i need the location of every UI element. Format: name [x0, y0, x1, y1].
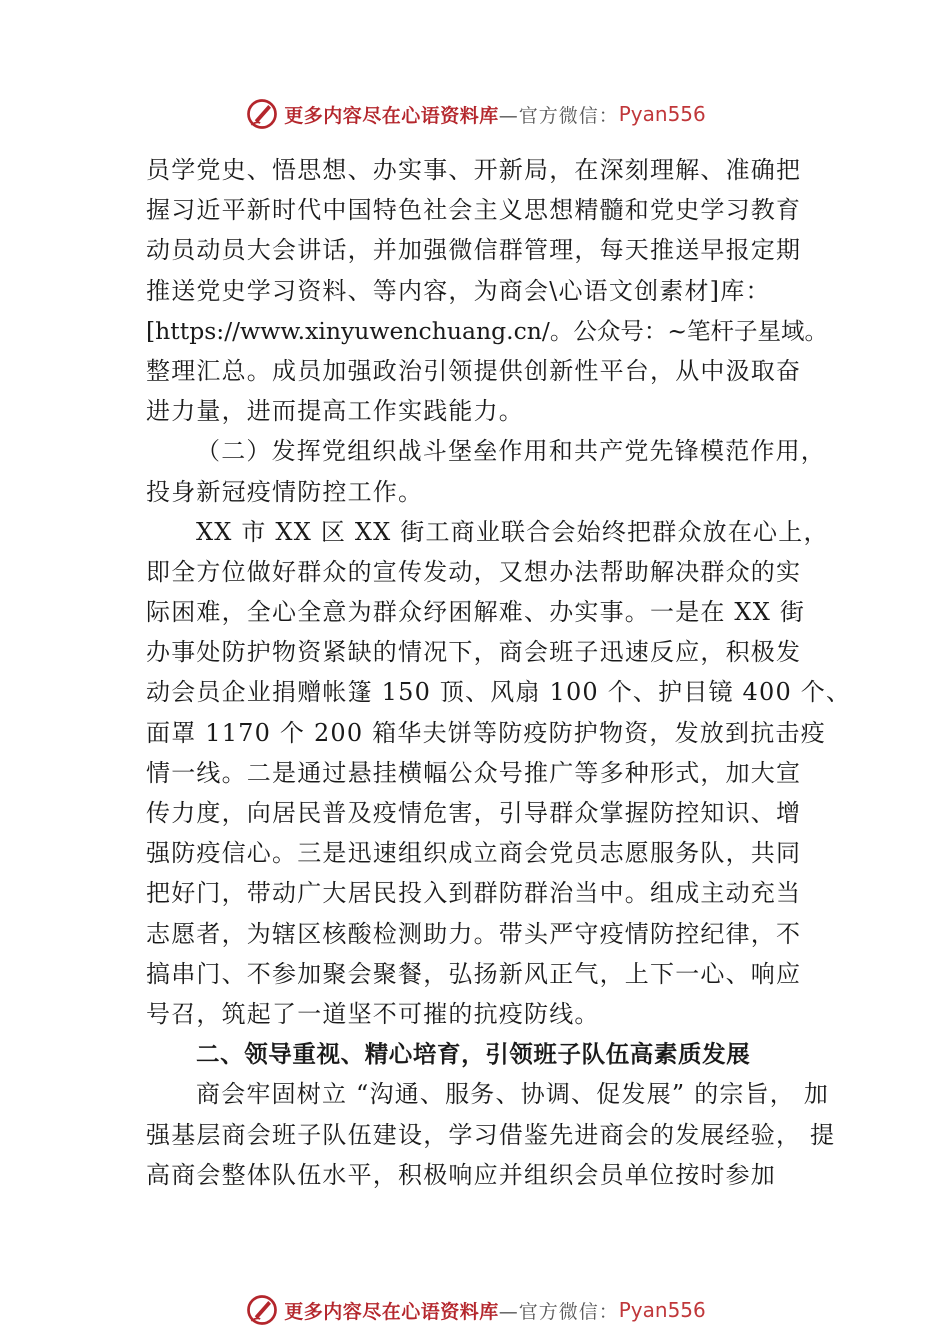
section-heading: 二、领导重视、精心培育，引领班子队伍高素质发展	[196, 1040, 751, 1069]
body-line: 办事处防护物资紧缺的情况下，商会班子迅速反应，积极发	[146, 638, 802, 667]
body-line: 投身新冠疫情防控工作。	[146, 477, 424, 506]
body-line: 动员动员大会讲话，并加强微信群管理，每天推送早报定期	[146, 236, 802, 265]
body-line: 员学党史、悟思想、办实事、开新局，在深刻理解、准确把	[146, 156, 802, 184]
body-line: 号召，筑起了一道坚不可摧的抗疫防线。	[146, 999, 600, 1028]
watermark-code: Pyan556	[618, 102, 706, 126]
seal-logo-icon	[244, 1292, 280, 1328]
body-line: 推送党史学习资料、等内容，为商会\心语文创素材]库：	[146, 276, 771, 305]
body-line: 整理汇总。成员加强政治引领提供创新性平台，从中汲取奋	[146, 356, 802, 385]
watermark-main-text: 更多内容尽在心语资料库	[284, 1300, 499, 1323]
body-line: 情一线。二是通过悬挂横幅公众号推广等多种形式，加大宣	[146, 758, 802, 787]
watermark-sub-text: —官方微信：	[498, 1300, 619, 1323]
watermark-code: Pyan556	[618, 1298, 706, 1322]
body-line: 传力度，向居民普及疫情危害，引导群众掌握防控知识、增	[146, 799, 802, 827]
header-watermark	[0, 94, 950, 134]
body-line: 面罩 1170 个 200 箱华夫饼等防疫防护物资，发放到抗击疫	[146, 718, 826, 747]
body-line: 把好门，带动广大居民投入到群防群治当中。组成主动充当	[146, 879, 802, 908]
body-line: 进力量，进而提高工作实践能力。	[146, 397, 524, 426]
body-line: [https://www.xinyuwenchuang.cn/。公众号：~笔杆子星域。	[146, 316, 829, 345]
body-line: 搞串门、不参加聚会聚餐，弘扬新风正气，上下一心、响应	[146, 959, 802, 988]
body-line: XX 市 XX 区 XX 街工商业联合会始终把群众放在心上，	[196, 517, 829, 546]
body-line: 即全方位做好群众的宣传发动，又想办法帮助解决群众的实	[146, 557, 802, 586]
body-line: 强防疫信心。三是迅速组织成立商会党员志愿服务队，共同	[146, 839, 802, 868]
body-line: 动会员企业捐赠帐篷 150 顶、风扇 100 个、护目镜 400 个、	[146, 678, 852, 707]
body-line: 商会牢固树立 “沟通、服务、协调、促发展” 的宗旨， 加	[196, 1080, 830, 1109]
document-body	[146, 150, 852, 1195]
body-line: 强基层商会班子队伍建设，学习借鉴先进商会的发展经验， 提	[146, 1120, 836, 1149]
body-line: 志愿者，为辖区核酸检测助力。带头严守疫情防控纪律，不	[146, 919, 802, 948]
body-line: 握习近平新时代中国特色社会主义思想精髓和党史学习教育	[146, 196, 802, 225]
body-line: 际困难，全心全意为群众纾困解难、办实事。一是在 XX 街	[146, 598, 806, 627]
footer-watermark	[0, 1290, 950, 1330]
seal-logo-icon	[244, 96, 280, 132]
watermark-main-text: 更多内容尽在心语资料库	[284, 104, 499, 127]
watermark-sub-text: —官方微信：	[498, 104, 619, 127]
subsection-title: （二）发挥党组织战斗堡垒作用和共产党先锋模范作用，	[196, 437, 826, 466]
body-line: 高商会整体队伍水平，积极响应并组织会员单位按时参加	[146, 1160, 776, 1189]
